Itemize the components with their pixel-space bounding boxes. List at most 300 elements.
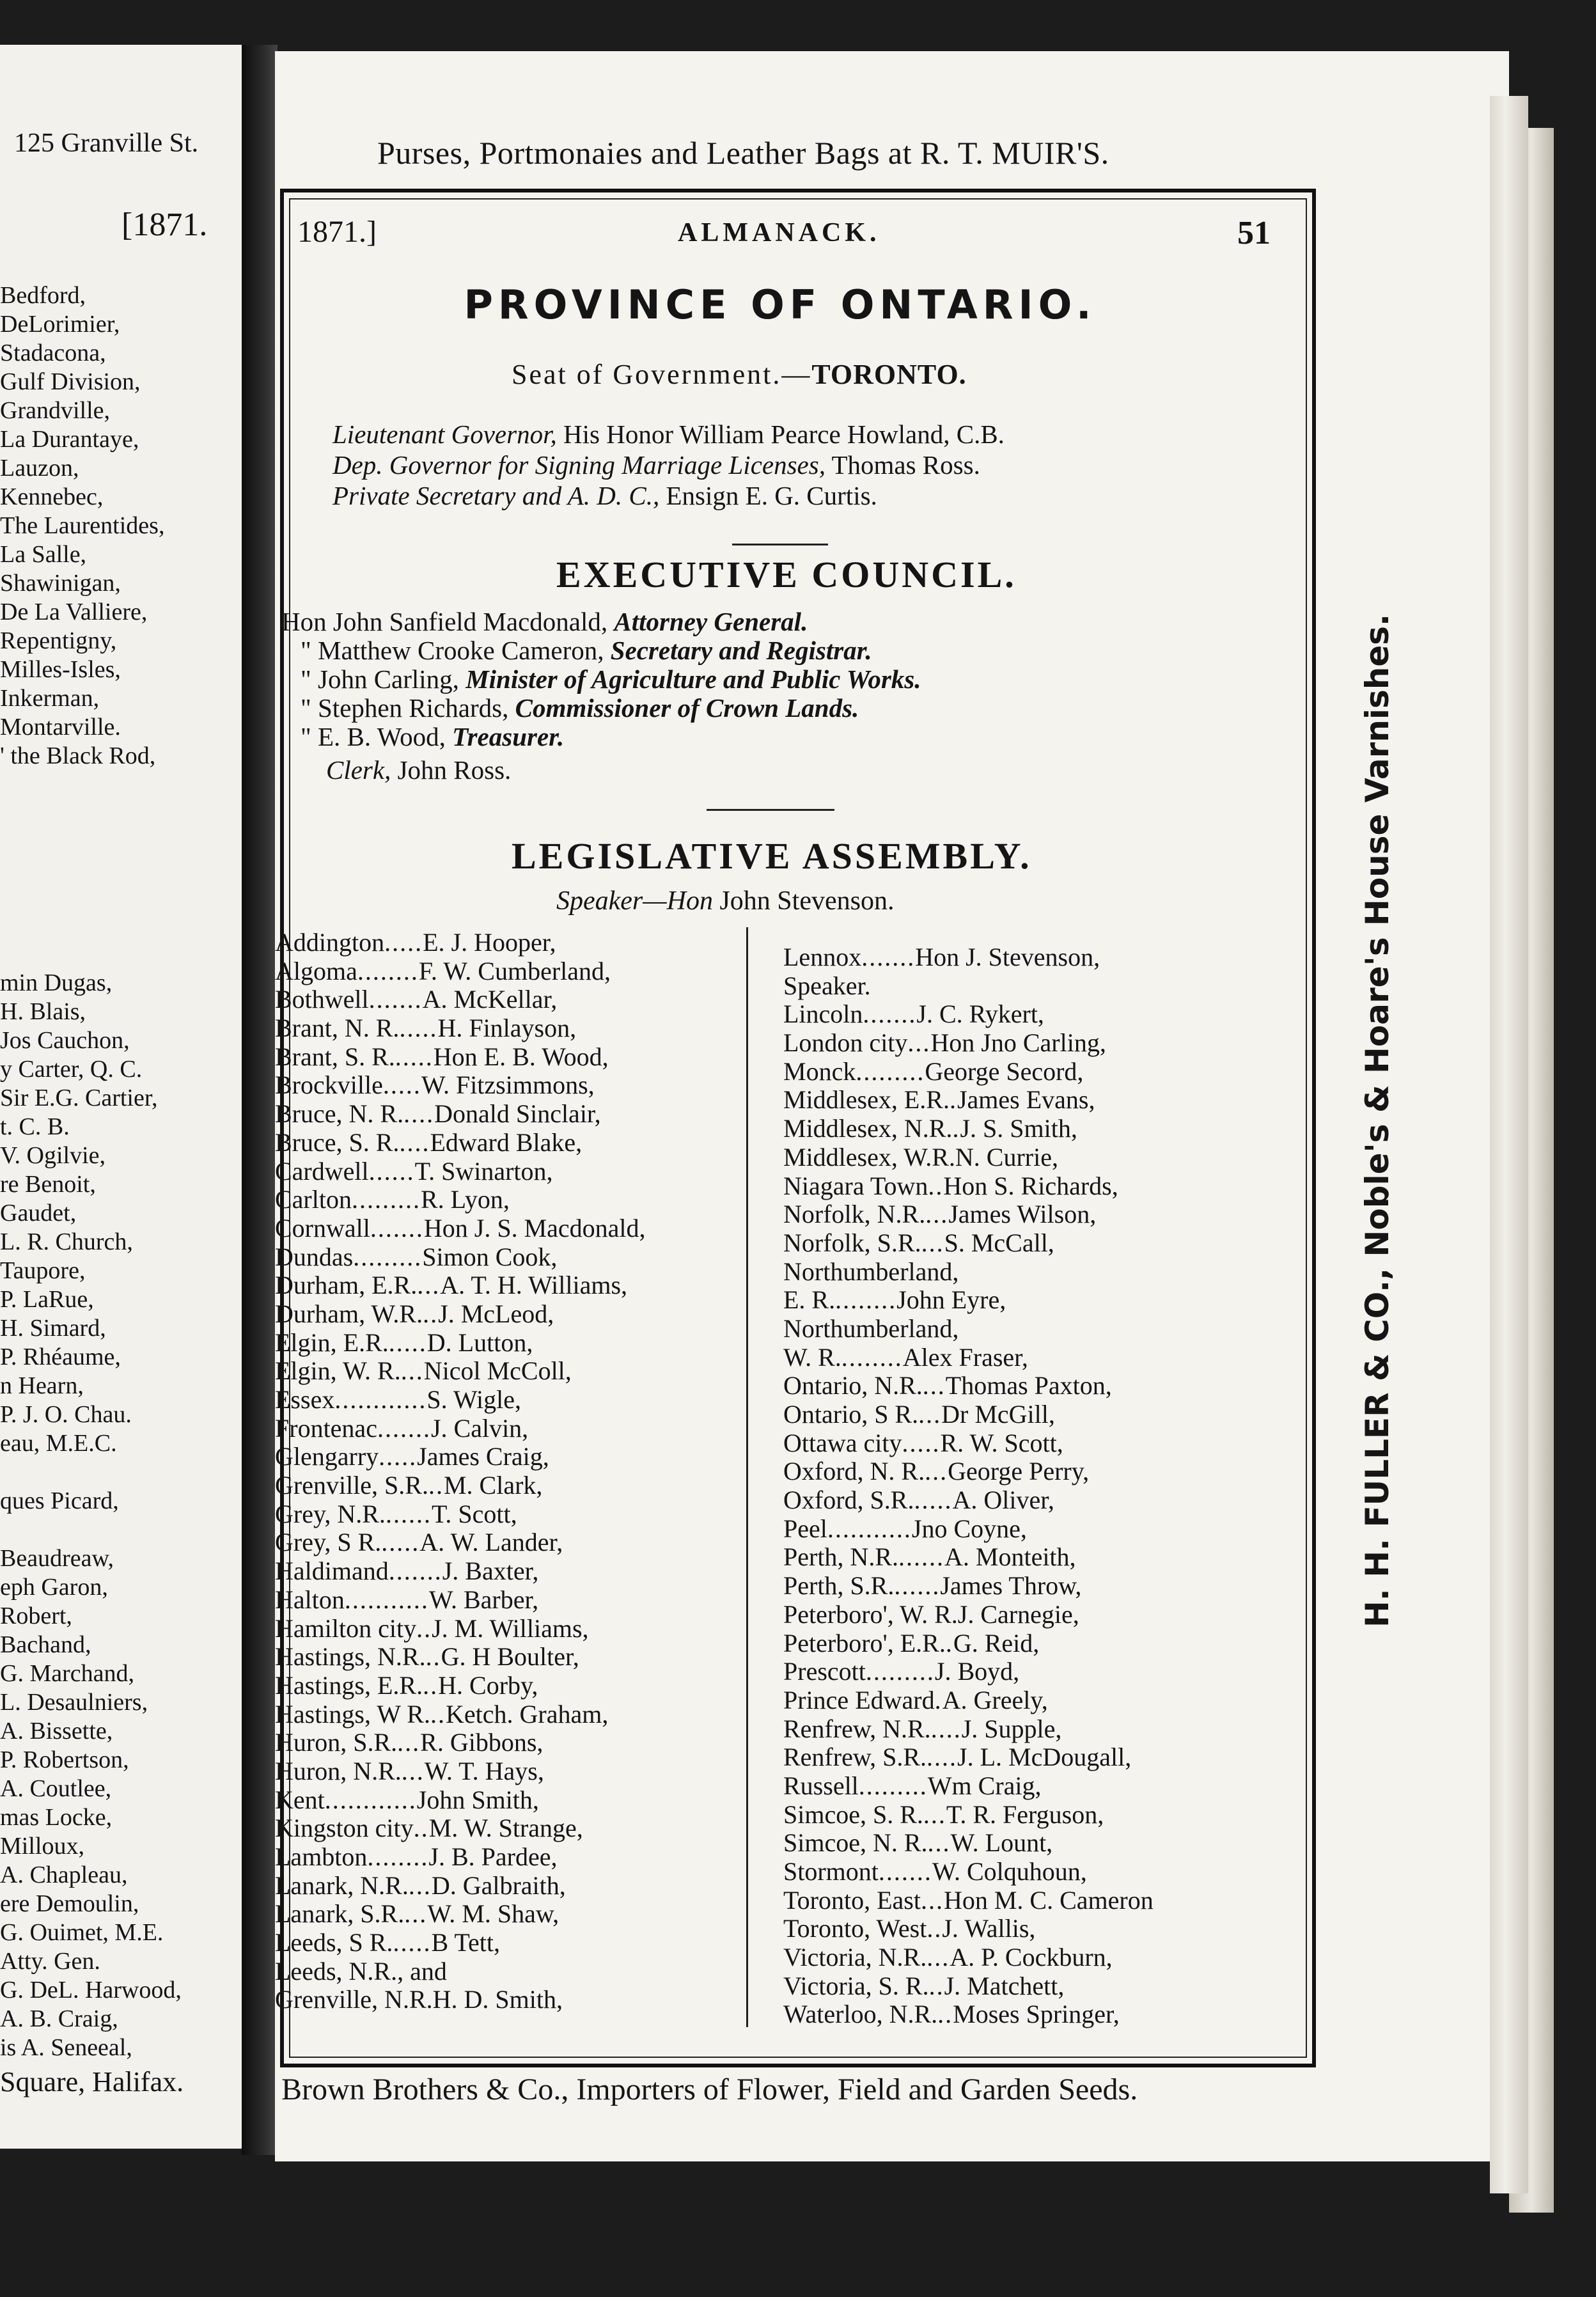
constituency-name: Lanark, N.R. <box>275 1870 409 1900</box>
leader-dots: ...... <box>368 1156 415 1186</box>
leader-dots: ......... <box>858 1771 928 1800</box>
constituency-row <box>783 1715 1282 1744</box>
left-list-entry: Bedford, <box>0 282 86 309</box>
member-name: A. Greely, <box>942 1685 1048 1714</box>
council-member <box>301 664 921 694</box>
constituency-row <box>275 1129 742 1157</box>
constituency-name: Simcoe, S. R. <box>783 1799 923 1829</box>
member-name: W. Colquhoun, <box>932 1857 1087 1886</box>
member-name: A. P. Cockburn, <box>950 1943 1113 1972</box>
leader-dots: ............ <box>334 1385 427 1414</box>
constituency-row <box>275 1043 742 1072</box>
member-name: F. W. Cumberland, <box>418 956 611 985</box>
left-list-entry: Repentigny, <box>0 627 117 654</box>
constituency-name: Essex <box>275 1385 335 1414</box>
province-title: PROVINCE OF ONTARIO. <box>464 281 1097 328</box>
leader-dots: ..... <box>382 1070 421 1100</box>
constituency-row <box>275 1900 742 1929</box>
constituency-name: Lincoln <box>783 1000 863 1029</box>
constituency-row <box>275 929 742 957</box>
leader-dots: .. <box>423 1670 439 1700</box>
leader-dots: ....... <box>878 1857 932 1886</box>
legislative-assembly-title: LEGISLATIVE ASSEMBLY. <box>512 835 1032 877</box>
left-list-entry: Robert, <box>0 1603 72 1629</box>
left-list-entry: Kennebec, <box>0 483 104 510</box>
left-list-entry: Grandville, <box>0 397 111 424</box>
left-list-entry: A. Chapleau, <box>0 1862 128 1888</box>
member-name: Ketch. Graham, <box>446 1699 609 1729</box>
left-page-year: [1871. <box>121 207 208 243</box>
leader-dots: ... <box>927 1943 950 1972</box>
leader-dots: . <box>952 1114 960 1143</box>
clerk-name: John Ross. <box>397 755 512 785</box>
constituency-row <box>275 1615 742 1643</box>
constituency-name: Haldimand <box>275 1556 389 1586</box>
page-number: 51 <box>1237 215 1271 251</box>
leader-dots: ... <box>925 1200 949 1229</box>
left-list-entry: Lauzon, <box>0 455 79 482</box>
left-list-entry: Stadacona, <box>0 340 106 366</box>
constituency-name: Toronto, West <box>783 1914 927 1943</box>
constituency-name: Simcoe, N. R. <box>783 1828 928 1858</box>
constituency-name: Algoma <box>275 956 357 985</box>
top-advert: Purses, Portmonaies and Leather Bags at R. T. MUIR'S. <box>377 135 1109 171</box>
constituency-row <box>783 1258 1282 1287</box>
leader-dots: ....... <box>388 1556 442 1586</box>
constituency-row <box>783 1886 1282 1915</box>
member-name: John Smith, <box>416 1785 539 1814</box>
left-list-entry: Inkerman, <box>0 685 100 712</box>
constituency-row <box>275 1357 742 1386</box>
member-name: N. Currie, <box>955 1142 1058 1172</box>
leader-dots: ........ <box>367 1842 429 1871</box>
constituency-row <box>275 1386 742 1415</box>
constituency-name: Lambton <box>275 1842 368 1871</box>
member-name: Speaker. <box>783 971 871 1000</box>
constituency-name: Brant, S. R. <box>275 1042 395 1071</box>
leader-dots: . <box>945 1628 953 1658</box>
constituency-name: Grenville, S.R. <box>275 1471 428 1500</box>
constituency-name: Bruce, S. R. <box>275 1127 400 1157</box>
leader-dots: ......... <box>856 1056 925 1086</box>
constituency-row <box>783 1315 1282 1344</box>
leader-dots: ....... <box>377 1413 431 1443</box>
left-list-entry: G. Ouimet, M.E. <box>0 1919 164 1946</box>
leader-dots: .. <box>927 1914 943 1943</box>
member-name: J. C. Rykert, <box>916 1000 1044 1029</box>
leader-dots: ........ <box>357 956 419 985</box>
constituency-name: Norfolk, N.R. <box>783 1200 926 1229</box>
left-list-entry: P. Robertson, <box>0 1746 129 1773</box>
member-name: A. T. H. Williams, <box>440 1271 628 1300</box>
officer-name: His Honor William Pearce Howland, C.B. <box>563 419 1005 449</box>
constituency-name: W. R. <box>783 1342 841 1372</box>
left-list-entry: P. J. O. Chau. <box>0 1401 132 1428</box>
left-list-entry: DeLorimier, <box>0 311 120 338</box>
constituency-row <box>275 1329 742 1358</box>
left-list-entry: eph Garon, <box>0 1574 108 1601</box>
constituency-row <box>783 943 1282 972</box>
constituency-row <box>275 1100 742 1129</box>
constituency-row <box>275 1214 742 1243</box>
member-name: George Secord, <box>925 1056 1084 1086</box>
constituency-row <box>783 1515 1282 1544</box>
constituency-name: Hastings, W R. <box>275 1699 430 1729</box>
left-footer: Square, Halifax. <box>0 2066 184 2097</box>
council-name: John Sanfield Macdonald, <box>332 607 608 636</box>
assembly-left-column <box>275 929 742 2014</box>
leader-dots: ......... <box>865 1657 935 1686</box>
left-list-entry: H. Blais, <box>0 998 86 1025</box>
left-list-entry: L. R. Church, <box>0 1228 133 1255</box>
constituency-row <box>275 1843 742 1872</box>
council-clerk <box>326 755 511 785</box>
left-list-entry: Taupore, <box>0 1257 86 1284</box>
member-name: M. W. Strange, <box>428 1814 583 1843</box>
constituency-row <box>275 1957 742 1986</box>
member-name: H. Finlayson, <box>437 1014 577 1043</box>
leader-dots: ...... <box>898 1542 944 1572</box>
constituency-name: Elgin, W. R. <box>275 1356 401 1386</box>
constituency-row <box>275 1500 742 1529</box>
leader-dots: ... <box>404 1899 428 1929</box>
constituency-name: Lennox <box>783 943 862 971</box>
constituency-row <box>275 1672 742 1700</box>
member-name: Hon J. S. Macdonald, <box>423 1213 646 1243</box>
constituency-row <box>783 1029 1282 1058</box>
constituency-name: Huron, N.R. <box>275 1756 402 1785</box>
left-list-entry: Beaudreaw, <box>0 1545 114 1572</box>
member-name: J. Carnegie, <box>957 1599 1079 1629</box>
left-list-entry: Jos Cauchon, <box>0 1027 130 1054</box>
constituency-name: Leeds, N.R., and <box>275 1956 447 1986</box>
leader-dots: .. <box>425 1642 441 1672</box>
leader-dots: .... <box>399 1127 430 1157</box>
constituency-row <box>783 1686 1282 1715</box>
constituency-name: Brant, N. R. <box>275 1014 400 1043</box>
leader-dots: ... <box>400 1356 424 1386</box>
constituency-row <box>275 1872 742 1901</box>
leader-dots: ......... <box>353 1242 423 1271</box>
member-name: R. Gibbons, <box>420 1728 544 1757</box>
constituency-name: Stormont <box>783 1857 879 1886</box>
left-list-entry <box>0 1458 242 1487</box>
left-list-entry: ere Demoulin, <box>0 1890 139 1917</box>
member-name: Nicol McColl, <box>423 1356 572 1386</box>
member-name: T. Scott, <box>431 1499 517 1528</box>
constituency-row <box>783 1772 1282 1801</box>
member-name: Edward Blake, <box>430 1127 583 1157</box>
constituency-name: Middlesex, E.R. <box>783 1085 950 1115</box>
constituency-row <box>275 1471 742 1500</box>
left-list-entry: Bachand, <box>0 1631 91 1658</box>
leader-dots: ... <box>417 1271 441 1300</box>
left-list-entry: A. B. Craig, <box>0 2005 118 2032</box>
member-name: James Evans, <box>957 1085 1095 1115</box>
council-name: E. B. Wood, <box>318 722 446 751</box>
council-prefix: " <box>301 636 311 665</box>
leader-dots: .. <box>428 1471 444 1500</box>
constituency-name: Peterboro', W. R. <box>783 1599 958 1629</box>
member-name: George Perry, <box>948 1457 1090 1486</box>
leader-dots: ........ <box>835 1285 897 1315</box>
constituency-row <box>783 1572 1282 1601</box>
left-list-entry: La Durantaye, <box>0 426 139 453</box>
constituency-name: Cardwell <box>275 1156 369 1186</box>
leader-dots: ............ <box>324 1785 417 1814</box>
constituency-name: Huron, S.R. <box>275 1728 398 1757</box>
constituency-row <box>275 1586 742 1615</box>
member-name: J. S. Smith, <box>960 1114 1077 1143</box>
member-name: S. Wigle, <box>426 1385 521 1414</box>
member-name: Hon J. Stevenson, <box>915 943 1100 971</box>
constituency-name: Ontario, S R. <box>783 1400 919 1429</box>
member-name: John Eyre, <box>896 1285 1006 1315</box>
side-advert: H. H. FULLER & CO., Noble's & Hoare's House Varnishes. <box>1359 614 1396 1628</box>
constituency-name: Hastings, E.R. <box>275 1670 423 1700</box>
executive-council-title: EXECUTIVE COUNCIL. <box>556 554 1017 595</box>
constituency-row <box>783 1143 1282 1172</box>
member-name: J. Boyd, <box>934 1657 1020 1686</box>
member-name: A. W. Lander, <box>419 1528 563 1557</box>
seat-of-government <box>512 358 967 391</box>
constituency-name: Grey, S R. <box>275 1528 382 1557</box>
constituency-row <box>783 1486 1282 1515</box>
leader-dots: .. <box>928 1171 944 1200</box>
member-name: Wm Craig, <box>927 1771 1042 1800</box>
constituency-name: Victoria, S. R. <box>783 1971 929 2000</box>
constituency-row <box>783 1801 1282 1830</box>
divider-rule <box>732 544 828 545</box>
council-prefix: Hon <box>281 607 327 636</box>
leader-dots: ...... <box>385 1499 432 1528</box>
constituency-name: Victoria, N.R. <box>783 1943 927 1972</box>
constituency-row <box>783 1286 1282 1315</box>
member-name: James Craig, <box>417 1442 549 1471</box>
officer-lieutenant-governor <box>332 419 1005 450</box>
member-name: D. Lutton, <box>426 1328 533 1357</box>
left-list-entry: A. Coutlee, <box>0 1775 112 1802</box>
constituency-row <box>783 1858 1282 1886</box>
leader-dots: ..... <box>393 1928 432 1957</box>
constituency-name: Grey, N.R. <box>275 1499 386 1528</box>
left-name-list-top <box>0 281 242 771</box>
left-list-entry: The Laurentides, <box>0 512 165 539</box>
member-name: H. Corby, <box>438 1670 538 1700</box>
member-name: James Throw, <box>940 1571 1082 1601</box>
constituency-name: Elgin, E.R. <box>275 1328 389 1357</box>
constituency-name: Northumberland, <box>783 1313 959 1343</box>
constituency-row <box>275 1528 742 1557</box>
constituency-row <box>275 1814 742 1843</box>
assembly-speaker <box>556 886 894 916</box>
constituency-name: Frontenac <box>275 1413 377 1443</box>
constituency-row <box>275 1986 742 2014</box>
constituency-row <box>783 1344 1282 1372</box>
left-list-entry <box>0 1516 242 1544</box>
left-list-entry: Atty. Gen. <box>0 1948 100 1975</box>
left-list-entry: H. Simard, <box>0 1315 106 1342</box>
officer-role: Dep. Governor for Signing Marriage Licenses, <box>332 450 825 480</box>
clerk-label: Clerk, <box>326 755 391 785</box>
constituency-row <box>783 1543 1282 1572</box>
leader-dots: ... <box>925 1457 948 1486</box>
member-name: D. Galbraith, <box>431 1870 566 1900</box>
constituency-name: Prince Edward <box>783 1685 935 1714</box>
leader-dots: ..... <box>914 1486 953 1515</box>
member-name: J. B. Pardee, <box>428 1842 558 1871</box>
member-name: W. M. Shaw, <box>427 1899 559 1929</box>
left-list-entry: De La Valliere, <box>0 599 148 625</box>
council-name: Stephen Richards, <box>318 693 509 723</box>
leader-dots: .. <box>423 1299 439 1328</box>
constituency-name: Russell <box>783 1771 859 1800</box>
left-list-entry: t. C. B. <box>0 1113 70 1140</box>
leader-dots: ... <box>408 1870 432 1900</box>
member-name: Hon S. Richards, <box>943 1171 1118 1200</box>
member-name: James Wilson, <box>948 1200 1097 1229</box>
constituency-row <box>783 1743 1282 1772</box>
speaker-label: Speaker—Hon <box>556 886 713 916</box>
leader-dots: .. <box>413 1814 429 1843</box>
member-name: G. Reid, <box>953 1628 1040 1658</box>
member-name: W. Lount, <box>950 1828 1053 1858</box>
member-name: Hon Jno Carling, <box>930 1028 1106 1058</box>
officer-private-secretary <box>332 480 877 511</box>
constituency-row <box>783 1115 1282 1143</box>
left-list-entry: P. LaRue, <box>0 1286 94 1313</box>
member-name: Donald Sinclair, <box>434 1099 601 1129</box>
member-name: A. Monteith, <box>944 1542 1076 1572</box>
leader-dots: ... <box>918 1400 942 1429</box>
leader-dots: .. <box>937 2000 953 2029</box>
member-name: J. Calvin, <box>430 1413 529 1443</box>
constituency-name: Addington <box>275 928 385 957</box>
leader-dots: ... <box>922 1371 946 1400</box>
member-name: R. Lyon, <box>420 1185 510 1214</box>
constituency-row <box>275 1786 742 1815</box>
member-name: Dr McGill, <box>941 1400 1055 1429</box>
constituency-name: Middlesex, N.R. <box>783 1114 953 1143</box>
constituency-name: Renfrew, N.R. <box>783 1714 931 1743</box>
constituency-row <box>783 1229 1282 1258</box>
constituency-row <box>275 1300 742 1329</box>
member-name: T. Swinarton, <box>414 1156 553 1186</box>
constituency-name: Ottawa city <box>783 1428 902 1457</box>
left-list-entry: eau, M.E.C. <box>0 1430 117 1457</box>
left-running-header: 125 Granville St. <box>14 129 199 158</box>
left-list-entry: n Hearn, <box>0 1372 84 1399</box>
constituency-row <box>783 972 1282 1001</box>
constituency-row <box>783 1172 1282 1201</box>
constituency-name: Niagara Town <box>783 1171 928 1200</box>
constituency-name: Peterboro', E.R. <box>783 1628 946 1658</box>
constituency-name: Hamilton city <box>275 1613 417 1643</box>
header-year: 1871.] <box>297 215 377 249</box>
council-prefix: " <box>301 693 311 723</box>
member-name: Hon M. C. Cameron <box>943 1885 1154 1915</box>
leader-dots: ... <box>921 1228 944 1257</box>
page-edge <box>1490 96 1528 2193</box>
member-name: H. D. Smith, <box>432 1985 563 2014</box>
left-list-entry: is A. Seneeal, <box>0 2034 132 2061</box>
left-list-entry: Milles-Isles, <box>0 656 121 683</box>
leader-dots: ...... <box>894 1571 941 1601</box>
leader-dots: . <box>949 1085 957 1115</box>
constituency-name: Bothwell <box>275 985 369 1014</box>
leader-dots: ... <box>401 1756 425 1785</box>
officer-role: Lieutenant Governor, <box>332 419 557 449</box>
constituency-row <box>275 1700 742 1729</box>
constituency-name: Oxford, N. R. <box>783 1457 925 1486</box>
constituency-name: London city <box>783 1028 908 1058</box>
left-list-entry: Gulf Division, <box>0 368 141 395</box>
constituency-name: Leeds, S R. <box>275 1928 393 1957</box>
left-name-list-bottom <box>0 969 242 2062</box>
constituency-row <box>275 1014 742 1043</box>
member-name: M. Clark, <box>443 1471 543 1500</box>
officer-deputy-governor <box>332 450 980 480</box>
member-name: W. Barber, <box>428 1585 539 1614</box>
member-name: S. McCall, <box>944 1228 1054 1257</box>
council-member <box>301 635 872 666</box>
leader-dots: .. <box>928 1971 944 2000</box>
left-list-entry: La Salle, <box>0 541 87 568</box>
member-name: G. H Boulter, <box>441 1642 579 1672</box>
council-name: Matthew Crooke Cameron, <box>318 636 604 665</box>
leader-dots: ..... <box>399 1014 438 1043</box>
constituency-name: Perth, S.R. <box>783 1571 895 1601</box>
constituency-row <box>783 1829 1282 1858</box>
left-list-entry: y Carter, Q. C. <box>0 1056 143 1083</box>
council-prefix: " <box>301 664 311 694</box>
left-list-entry: Montarville. <box>0 714 121 741</box>
member-name: E. J. Hooper, <box>423 928 556 957</box>
constituency-name: Perth, N.R. <box>783 1542 898 1572</box>
constituency-name: Bruce, N. R. <box>275 1099 404 1129</box>
constituency-name: E. R. <box>783 1285 836 1315</box>
constituency-row <box>783 1429 1282 1458</box>
officer-name: Thomas Ross. <box>831 450 980 480</box>
member-name: J. Wallis, <box>942 1914 1036 1943</box>
council-name: John Carling, <box>318 664 459 694</box>
left-page <box>0 45 242 2149</box>
header-title: ALMANACK. <box>678 218 880 247</box>
constituency-row <box>783 1915 1282 1943</box>
constituency-row <box>783 1629 1282 1658</box>
member-name: J. L. McDougall, <box>957 1743 1132 1772</box>
member-name: A. McKellar, <box>422 985 558 1014</box>
left-list-entry: ' the Black Rod, <box>0 742 156 769</box>
constituency-name: Grenville, N.R. <box>275 1985 433 2014</box>
constituency-row <box>783 1457 1282 1486</box>
divider-rule <box>707 809 834 811</box>
leader-dots: .... <box>930 1714 962 1743</box>
constituency-row <box>275 1186 742 1214</box>
left-list-entry: A. Bissette, <box>0 1718 113 1744</box>
constituency-row <box>275 1443 742 1471</box>
constituency-row <box>783 1601 1282 1629</box>
leader-dots: .... <box>403 1099 435 1129</box>
seat-city: TORONTO. <box>811 359 967 390</box>
council-office: Secretary and Registrar. <box>610 636 872 665</box>
leader-dots: ........... <box>827 1514 912 1543</box>
leader-dots: ..... <box>379 1442 418 1471</box>
leader-dots: ......... <box>351 1185 421 1214</box>
member-name: Alex Fraser, <box>902 1342 1028 1372</box>
leader-dots: ..... <box>902 1428 941 1457</box>
council-office: Treasurer. <box>452 722 565 751</box>
